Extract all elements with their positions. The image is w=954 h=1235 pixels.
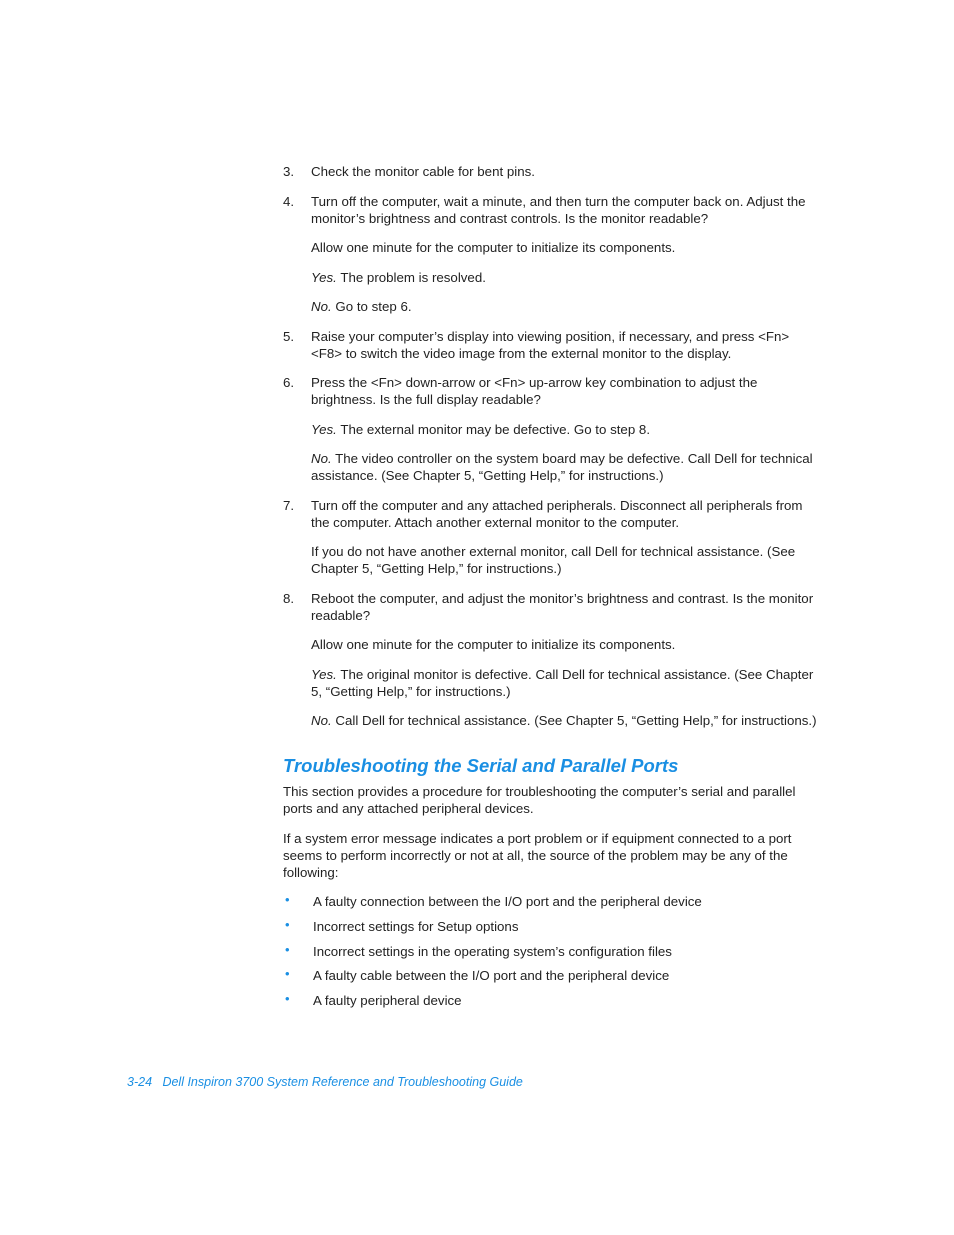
- answer-text: The problem is resolved.: [336, 269, 486, 285]
- step-number: 4.: [283, 193, 295, 209]
- step-number: 5.: [283, 328, 295, 344]
- step-text: Reboot the computer, and adjust the monitor’s brightness and contrast. Is the monitor readable?: [311, 590, 814, 623]
- list-item: [283, 943, 818, 960]
- step-7-note: [311, 543, 818, 577]
- step-4: [283, 193, 818, 227]
- step-8-no: [311, 712, 818, 729]
- answer-lead: No.: [311, 299, 332, 314]
- list-item: [283, 918, 818, 935]
- answer-lead: Yes.: [311, 666, 337, 682]
- section-intro-paragraph: This section provides a procedure for troubleshooting the computer’s serial and parallel ports and any attached peripheral devices.: [283, 784, 796, 816]
- step-4-no: [311, 298, 818, 315]
- step-number: 7.: [283, 497, 295, 513]
- answer-lead: No.: [311, 451, 332, 466]
- step-8-note: [311, 636, 818, 653]
- step-text: Raise your computer’s display into viewing position, if necessary, and press <Fn><F8> to switch the video image from the external monitor to the display.: [311, 328, 790, 361]
- step-6-no: [311, 450, 818, 484]
- answer-lead: Yes.: [311, 269, 337, 285]
- answer-lead: No.: [311, 713, 332, 728]
- list-item-text: A faulty peripheral device: [313, 993, 462, 1009]
- section-cause-paragraph: If a system error message indicates a port problem or if equipment connected to a port seems to perform incorrectly or not at all, the source of the problem may be any of the following:: [283, 830, 792, 880]
- note-text: Allow one minute for the computer to initialize its components.: [311, 240, 676, 255]
- page-number: 3-24: [127, 1075, 153, 1089]
- answer-text: Go to step 6.: [331, 299, 412, 314]
- step-number: 6.: [283, 375, 295, 390]
- bullet-icon: •: [285, 991, 290, 1007]
- step-3: [283, 163, 818, 180]
- step-6: [283, 374, 818, 408]
- list-item-text: A faulty cable between the I/O port and the peripheral device: [313, 968, 670, 984]
- step-8-yes: [311, 666, 818, 700]
- page-footer: [127, 1075, 523, 1089]
- step-text: Turn off the computer, wait a minute, and then turn the computer back on. Adjust the monitor’s brightness and contrast controls. Is the monitor readable?: [311, 193, 806, 226]
- step-text: Turn off the computer and any attached peripherals. Disconnect all peripherals from the computer. Attach another external monitor to the computer.: [311, 497, 803, 530]
- list-item: [283, 967, 818, 984]
- step-8: [283, 590, 818, 624]
- list-item-text: A faulty connection between the I/O port and the peripheral device: [313, 894, 702, 909]
- step-4-yes: [311, 269, 818, 286]
- step-text: Check the monitor cable for bent pins.: [311, 164, 535, 179]
- answer-text: The video controller on the system board may be defective. Call Dell for technical assistance. (See Chapter 5, “Getting Help,” for instructions.): [311, 451, 813, 483]
- step-6-yes: [311, 421, 818, 438]
- content-column: [283, 163, 818, 1017]
- section-heading: Troubleshooting the Serial and Parallel Ports: [283, 755, 679, 776]
- step-number: 8.: [283, 590, 295, 606]
- bullet-icon: •: [285, 892, 290, 907]
- step-4-note: [311, 239, 818, 256]
- bullet-icon: •: [285, 941, 290, 957]
- step-text: Press the <Fn> down-arrow or <Fn> up-arrow key combination to adjust the brightness. Is the full display readable?: [311, 375, 758, 407]
- answer-text: Call Dell for technical assistance. (See Chapter 5, “Getting Help,” for instructions.): [331, 713, 817, 728]
- note-text: If you do not have another external monitor, call Dell for technical assistance. (See Chapter 5, “Getting Help,” for instructions.): [311, 544, 796, 576]
- step-5: [283, 328, 818, 362]
- note-text: Allow one minute for the computer to initialize its components.: [311, 637, 676, 652]
- footer-title: Dell Inspiron 3700 System Reference and Troubleshooting Guide: [162, 1075, 523, 1089]
- answer-lead: Yes.: [311, 421, 337, 437]
- bullet-icon: •: [285, 916, 290, 932]
- answer-text: The external monitor may be defective. Go to step 8.: [336, 421, 651, 437]
- cause-list: [283, 893, 818, 1009]
- list-item: [283, 893, 818, 910]
- list-item-text: Incorrect settings for Setup options: [313, 918, 519, 934]
- step-number: 3.: [283, 164, 295, 179]
- step-7: [283, 497, 818, 531]
- answer-text: The original monitor is defective. Call Dell for technical assistance. (See Chapter 5, “Getting Help,” for instructions.): [311, 666, 814, 699]
- bullet-icon: •: [285, 966, 290, 982]
- list-item: [283, 992, 818, 1009]
- list-item-text: Incorrect settings in the operating system’s configuration files: [313, 943, 672, 959]
